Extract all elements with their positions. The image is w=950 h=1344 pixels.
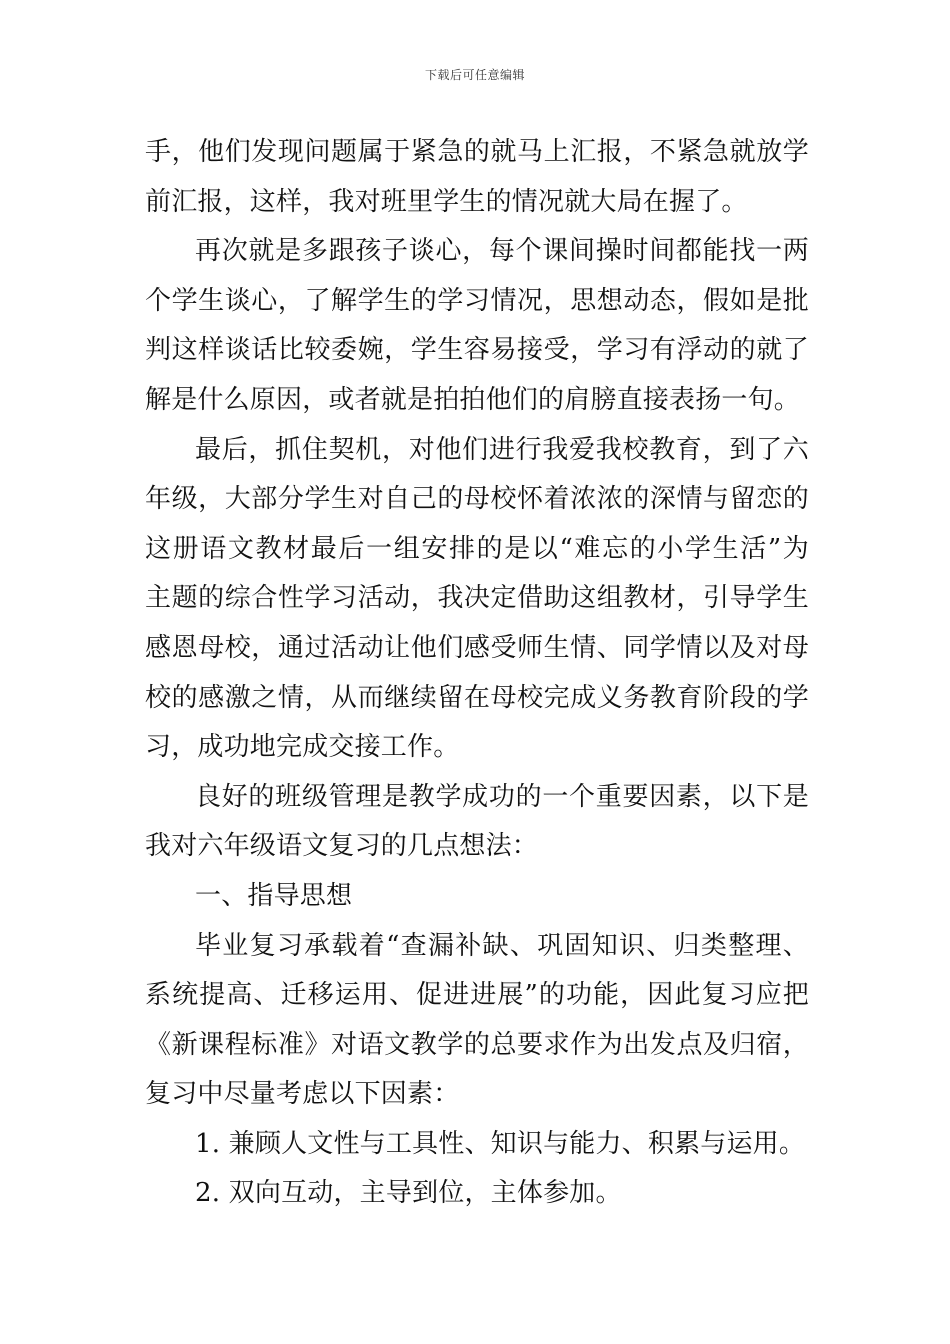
text-line: 习，成功地完成交接工作。 — [145, 732, 460, 763]
text-line: 复习中尽量考虑以下因素： — [145, 1079, 460, 1110]
list-item: 1. 兼顾人文性与工具性、知识与能力、积累与运用。 — [195, 1128, 806, 1159]
page-header: 下载后可任意编辑 — [424, 68, 525, 82]
text-line: 再次就是多跟孩子谈心，每个课间操时间都能找一两 — [195, 236, 809, 267]
document-body — [145, 128, 809, 1219]
text-line: 判这样谈话比较委婉，学生容易接受，学习有浮动的就了 — [145, 335, 809, 366]
text-line: 良好的班级管理是教学成功的一个重要因素，以下是 — [195, 781, 809, 812]
text-line: 校的感激之情，从而继续留在母校完成义务教育阶段的学 — [145, 682, 809, 713]
text-line: 感恩母校，通过活动让他们感受师生情、同学情以及对母 — [145, 632, 809, 663]
text-line: 系统提高、迁移运用、促进进展”的功能，因此复习应把 — [145, 980, 809, 1011]
text-line: 个学生谈心，了解学生的学习情况，思想动态，假如是批 — [145, 285, 809, 316]
text-line: 我对六年级语文复习的几点想法： — [145, 831, 539, 862]
list-item: 2. 双向互动，主导到位，主体参加。 — [195, 1178, 622, 1209]
text-line: 毕业复习承载着“查漏补缺、巩固知识、归类整理、 — [195, 930, 809, 961]
text-line: 这册语文教材最后一组安排的是以“难忘的小学生活”为 — [145, 533, 809, 564]
text-line: 前汇报，这样，我对班里学生的情况就大局在握了。 — [145, 186, 748, 217]
text-line: 最后，抓住契机，对他们进行我爱我校教育，到了六 — [195, 434, 809, 465]
text-line: 年级，大部分学生对自己的母校怀着浓浓的深情与留恋的 — [145, 484, 809, 515]
text-line: 主题的综合性学习活动，我决定借助这组教材，引导学生 — [145, 583, 809, 614]
section-heading: 一、指导思想 — [195, 880, 353, 911]
text-line: 手，他们发现问题属于紧急的就马上汇报，不紧急就放学 — [145, 137, 809, 167]
text-line: 《新课程标准》对语文教学的总要求作为出发点及归宿， — [145, 1029, 809, 1060]
text-line: 解是什么原因，或者就是拍拍他们的肩膀直接表扬一句。 — [145, 384, 801, 415]
